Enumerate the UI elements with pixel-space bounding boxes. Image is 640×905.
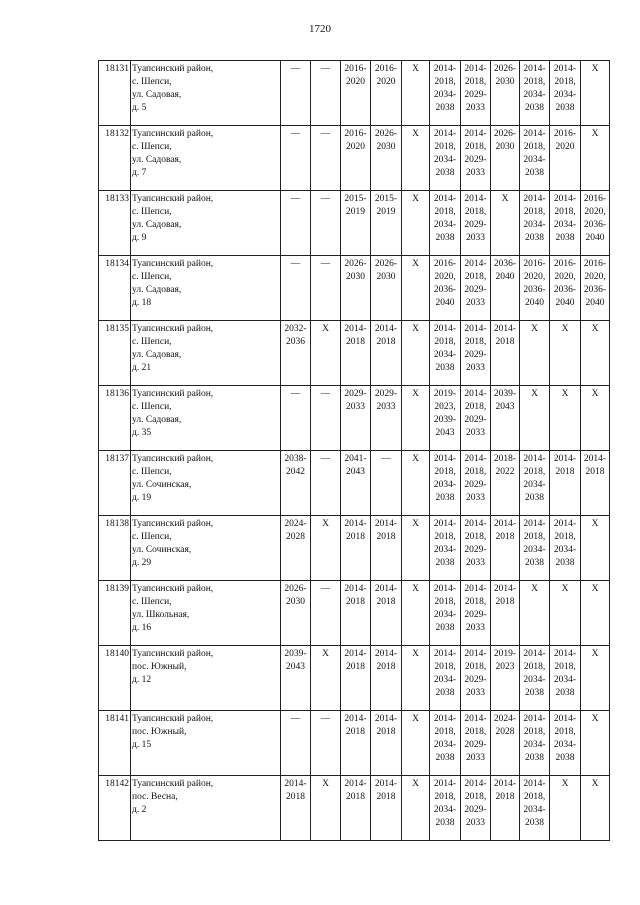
period-cell: 2026- 2030 bbox=[491, 126, 520, 191]
period-cell: 2038- 2042 bbox=[281, 451, 311, 516]
period-cell: 2041- 2043 bbox=[341, 451, 371, 516]
row-number: 18137 bbox=[99, 451, 131, 516]
period-cell: 2014- 2018 bbox=[341, 581, 371, 646]
period-cell: 2014- 2018, 2034- 2038 bbox=[430, 61, 461, 126]
period-cell: 2019- 2023 bbox=[491, 646, 520, 711]
period-cell: X bbox=[311, 646, 341, 711]
period-cell: 2014- 2018, 2034- 2038 bbox=[550, 711, 581, 776]
period-cell: 2014- 2018, 2029- 2033 bbox=[461, 776, 491, 841]
period-cell: 2014- 2018 bbox=[550, 451, 581, 516]
period-cell: — bbox=[281, 256, 311, 321]
table-row bbox=[99, 646, 610, 711]
address-cell: Туапсинский район, с. Шепси, ул. Садовая, д. 18 bbox=[131, 256, 281, 321]
period-cell: — bbox=[311, 126, 341, 191]
period-cell: 2014- 2018, 2034- 2038 bbox=[550, 516, 581, 581]
period-cell: 2015- 2019 bbox=[341, 191, 371, 256]
address-cell: Туапсинский район, с. Шепси, ул. Садовая, д. 21 bbox=[131, 321, 281, 386]
period-cell: 2039- 2043 bbox=[281, 646, 311, 711]
row-number: 18132 bbox=[99, 126, 131, 191]
period-cell: 2014- 2018 bbox=[341, 516, 371, 581]
period-cell: 2014- 2018 bbox=[281, 776, 311, 841]
period-cell: X bbox=[581, 126, 610, 191]
period-cell: 2014- 2018, 2029- 2033 bbox=[461, 256, 491, 321]
period-cell: — bbox=[281, 711, 311, 776]
period-cell: 2014- 2018, 2034- 2038 bbox=[430, 126, 461, 191]
row-number: 18140 bbox=[99, 646, 131, 711]
period-cell: X bbox=[402, 191, 430, 256]
row-number: 18138 bbox=[99, 516, 131, 581]
address-cell: Туапсинский район, пос. Южный, д. 15 bbox=[131, 711, 281, 776]
table-row bbox=[99, 191, 610, 256]
period-cell: 2016- 2020 bbox=[341, 126, 371, 191]
table-row bbox=[99, 321, 610, 386]
table-row bbox=[99, 711, 610, 776]
period-cell: 2019- 2023, 2039- 2043 bbox=[430, 386, 461, 451]
period-cell: 2014- 2018 bbox=[341, 321, 371, 386]
period-cell: — bbox=[311, 711, 341, 776]
page-number: 1720 bbox=[309, 23, 331, 35]
period-cell: 2014- 2018, 2034- 2038 bbox=[430, 581, 461, 646]
period-cell: 2014- 2018, 2034- 2038 bbox=[430, 711, 461, 776]
address-cell: Туапсинский район, с. Шепси, ул. Садовая, д. 35 bbox=[131, 386, 281, 451]
period-cell: 2014- 2018, 2029- 2033 bbox=[461, 646, 491, 711]
period-cell: X bbox=[550, 321, 581, 386]
period-cell: — bbox=[311, 256, 341, 321]
address-cell: Туапсинский район, с. Шепси, ул. Сочинская, д. 19 bbox=[131, 451, 281, 516]
period-cell: 2014- 2018, 2034- 2038 bbox=[520, 711, 550, 776]
period-cell: 2014- 2018, 2034- 2038 bbox=[430, 451, 461, 516]
period-cell: 2014- 2018, 2034- 2038 bbox=[550, 191, 581, 256]
row-number: 18134 bbox=[99, 256, 131, 321]
period-cell: 2014- 2018, 2034- 2038 bbox=[430, 516, 461, 581]
period-cell: 2014- 2018 bbox=[371, 321, 402, 386]
period-cell: — bbox=[311, 191, 341, 256]
period-cell: 2036- 2040 bbox=[491, 256, 520, 321]
period-cell: 2014- 2018, 2034- 2038 bbox=[520, 646, 550, 711]
table-row bbox=[99, 256, 610, 321]
period-cell: 2014- 2018 bbox=[341, 711, 371, 776]
housing-register-table bbox=[98, 60, 610, 841]
table-row bbox=[99, 61, 610, 126]
period-cell: 2014- 2018, 2034- 2038 bbox=[520, 516, 550, 581]
period-cell: 2014- 2018 bbox=[371, 646, 402, 711]
period-cell: 2016- 2020 bbox=[341, 61, 371, 126]
period-cell: 2026- 2030 bbox=[491, 61, 520, 126]
period-cell: 2016- 2020, 2036- 2040 bbox=[430, 256, 461, 321]
period-cell: 2026- 2030 bbox=[341, 256, 371, 321]
period-cell: 2014- 2018, 2029- 2033 bbox=[461, 126, 491, 191]
period-cell: — bbox=[311, 581, 341, 646]
period-cell: 2014- 2018 bbox=[581, 451, 610, 516]
period-cell: X bbox=[402, 581, 430, 646]
row-number: 18142 bbox=[99, 776, 131, 841]
table-body bbox=[99, 61, 610, 841]
period-cell: 2014- 2018, 2029- 2033 bbox=[461, 386, 491, 451]
period-cell: 2016- 2020, 2036- 2040 bbox=[550, 256, 581, 321]
period-cell: X bbox=[402, 256, 430, 321]
period-cell: X bbox=[581, 61, 610, 126]
period-cell: 2014- 2018, 2029- 2033 bbox=[461, 191, 491, 256]
period-cell: 2039- 2043 bbox=[491, 386, 520, 451]
address-cell: Туапсинский район, с. Шепси, ул. Школьная, д. 16 bbox=[131, 581, 281, 646]
period-cell: 2014- 2018 bbox=[491, 321, 520, 386]
row-number: 18135 bbox=[99, 321, 131, 386]
table-row bbox=[99, 451, 610, 516]
period-cell: 2016- 2020, 2036- 2040 bbox=[581, 191, 610, 256]
period-cell: X bbox=[520, 321, 550, 386]
period-cell: 2014- 2018 bbox=[371, 711, 402, 776]
period-cell: 2015- 2019 bbox=[371, 191, 402, 256]
period-cell: X bbox=[581, 321, 610, 386]
period-cell: 2014- 2018, 2034- 2038 bbox=[430, 776, 461, 841]
period-cell: 2014- 2018, 2029- 2033 bbox=[461, 451, 491, 516]
period-cell: — bbox=[311, 451, 341, 516]
period-cell: 2014- 2018, 2029- 2033 bbox=[461, 581, 491, 646]
address-cell: Туапсинский район, с. Шепси, ул. Сочинская, д. 29 bbox=[131, 516, 281, 581]
period-cell: X bbox=[402, 776, 430, 841]
address-cell: Туапсинский район, с. Шепси, ул. Садовая, д. 9 bbox=[131, 191, 281, 256]
period-cell: X bbox=[402, 126, 430, 191]
period-cell: X bbox=[550, 386, 581, 451]
address-cell: Туапсинский район, с. Шепси, ул. Садовая, д. 7 bbox=[131, 126, 281, 191]
period-cell: 2014- 2018, 2034- 2038 bbox=[550, 61, 581, 126]
period-cell: X bbox=[402, 321, 430, 386]
address-cell: Туапсинский район, пос. Весна, д. 2 bbox=[131, 776, 281, 841]
period-cell: 2026- 2030 bbox=[281, 581, 311, 646]
period-cell: 2029- 2033 bbox=[371, 386, 402, 451]
period-cell: 2014- 2018 bbox=[491, 516, 520, 581]
period-cell: 2026- 2030 bbox=[371, 126, 402, 191]
period-cell: X bbox=[402, 451, 430, 516]
row-number: 18141 bbox=[99, 711, 131, 776]
period-cell: 2014- 2018 bbox=[371, 516, 402, 581]
period-cell: X bbox=[311, 321, 341, 386]
period-cell: 2014- 2018, 2034- 2038 bbox=[520, 776, 550, 841]
period-cell: X bbox=[581, 386, 610, 451]
period-cell: 2024- 2028 bbox=[281, 516, 311, 581]
table-row bbox=[99, 581, 610, 646]
period-cell: 2014- 2018, 2034- 2038 bbox=[520, 191, 550, 256]
period-cell: 2014- 2018, 2034- 2038 bbox=[520, 451, 550, 516]
period-cell: 2014- 2018, 2034- 2038 bbox=[430, 321, 461, 386]
row-number: 18139 bbox=[99, 581, 131, 646]
period-cell: X bbox=[520, 386, 550, 451]
period-cell: 2014- 2018, 2029- 2033 bbox=[461, 711, 491, 776]
period-cell: 2014- 2018 bbox=[491, 776, 520, 841]
period-cell: X bbox=[311, 516, 341, 581]
period-cell: 2014- 2018, 2034- 2038 bbox=[430, 191, 461, 256]
period-cell: 2014- 2018, 2034- 2038 bbox=[520, 61, 550, 126]
period-cell: 2014- 2018, 2029- 2033 bbox=[461, 61, 491, 126]
period-cell: X bbox=[581, 516, 610, 581]
period-cell: — bbox=[311, 386, 341, 451]
address-cell: Туапсинский район, с. Шепси, ул. Садовая, д. 5 bbox=[131, 61, 281, 126]
period-cell: X bbox=[550, 776, 581, 841]
period-cell: 2016- 2020, 2036- 2040 bbox=[581, 256, 610, 321]
period-cell: — bbox=[281, 61, 311, 126]
period-cell: 2018- 2022 bbox=[491, 451, 520, 516]
table-row bbox=[99, 516, 610, 581]
period-cell: 2014- 2018 bbox=[341, 776, 371, 841]
period-cell: 2016- 2020 bbox=[550, 126, 581, 191]
period-cell: 2014- 2018, 2029- 2033 bbox=[461, 321, 491, 386]
period-cell: X bbox=[550, 581, 581, 646]
period-cell: — bbox=[281, 126, 311, 191]
period-cell: X bbox=[402, 386, 430, 451]
period-cell: X bbox=[520, 581, 550, 646]
table-row bbox=[99, 386, 610, 451]
address-cell: Туапсинский район, пос. Южный, д. 12 bbox=[131, 646, 281, 711]
period-cell: X bbox=[581, 711, 610, 776]
period-cell: 2016- 2020, 2036- 2040 bbox=[520, 256, 550, 321]
period-cell: 2014- 2018 bbox=[371, 776, 402, 841]
period-cell: — bbox=[371, 451, 402, 516]
period-cell: X bbox=[581, 776, 610, 841]
period-cell: 2014- 2018, 2034- 2038 bbox=[430, 646, 461, 711]
period-cell: — bbox=[281, 386, 311, 451]
table-row bbox=[99, 126, 610, 191]
period-cell: — bbox=[281, 191, 311, 256]
period-cell: 2029- 2033 bbox=[341, 386, 371, 451]
period-cell: 2024- 2028 bbox=[491, 711, 520, 776]
period-cell: X bbox=[402, 711, 430, 776]
period-cell: 2016- 2020 bbox=[371, 61, 402, 126]
period-cell: 2026- 2030 bbox=[371, 256, 402, 321]
period-cell: X bbox=[581, 646, 610, 711]
row-number: 18136 bbox=[99, 386, 131, 451]
table-row bbox=[99, 776, 610, 841]
period-cell: X bbox=[491, 191, 520, 256]
period-cell: X bbox=[402, 516, 430, 581]
period-cell: 2014- 2018, 2034- 2038 bbox=[520, 126, 550, 191]
row-number: 18133 bbox=[99, 191, 131, 256]
period-cell: X bbox=[581, 581, 610, 646]
period-cell: X bbox=[402, 646, 430, 711]
period-cell: 2014- 2018 bbox=[341, 646, 371, 711]
period-cell: X bbox=[402, 61, 430, 126]
period-cell: 2014- 2018, 2029- 2033 bbox=[461, 516, 491, 581]
period-cell: 2014- 2018 bbox=[371, 581, 402, 646]
period-cell: X bbox=[311, 776, 341, 841]
period-cell: 2014- 2018 bbox=[491, 581, 520, 646]
row-number: 18131 bbox=[99, 61, 131, 126]
period-cell: 2032- 2036 bbox=[281, 321, 311, 386]
period-cell: — bbox=[311, 61, 341, 126]
period-cell: 2014- 2018, 2034- 2038 bbox=[550, 646, 581, 711]
